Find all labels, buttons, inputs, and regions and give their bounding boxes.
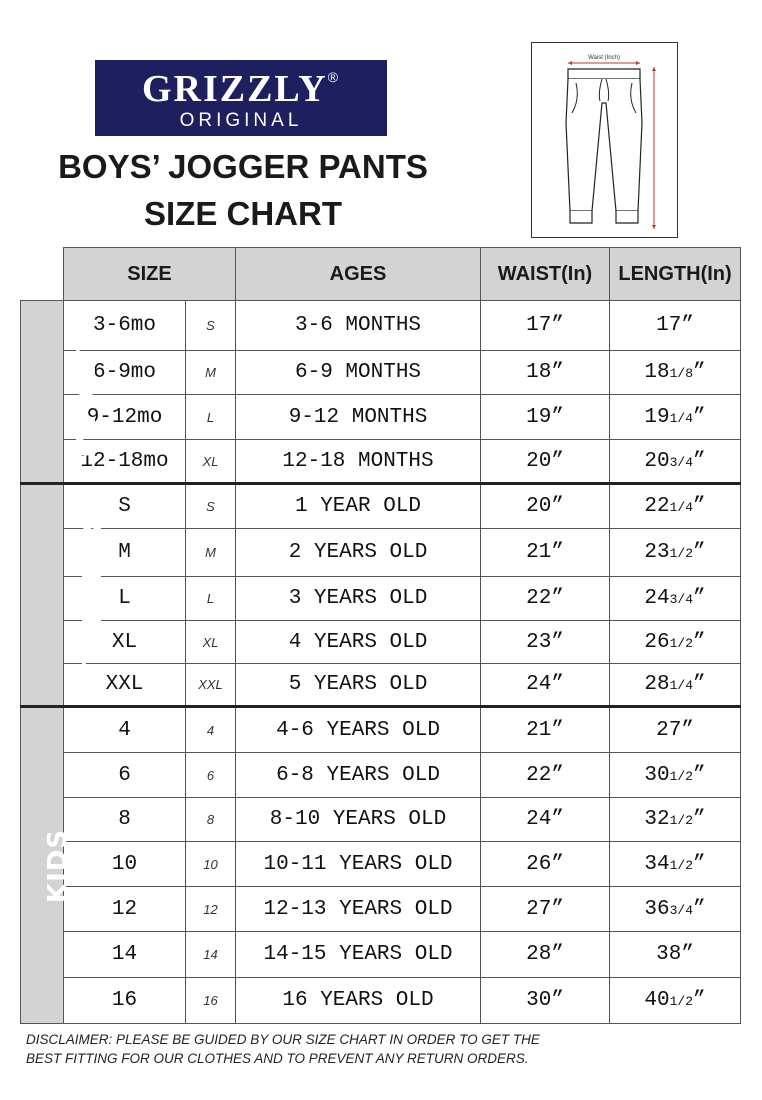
length-fraction: 1/4: [669, 678, 694, 693]
length-cell: [610, 529, 741, 577]
size-abbr-cell: XXL: [186, 664, 236, 707]
size-cell: 8: [64, 798, 186, 842]
size-cell: 10: [64, 842, 186, 887]
table-row: [21, 887, 741, 932]
brand-logo: [95, 60, 387, 136]
page-title: BOYS’ JOGGER PANTS: [58, 148, 428, 185]
length-cell: [610, 707, 741, 753]
waist-cell: 21”: [481, 529, 610, 577]
size-chart-table: [20, 247, 741, 1024]
table-row: [21, 664, 741, 707]
length-inch-mark: ”: [693, 673, 706, 696]
header-ages: AGES: [236, 248, 481, 301]
length-fraction: 1/8: [669, 366, 694, 381]
table-row: [21, 484, 741, 529]
size-abbr-cell: XL: [186, 621, 236, 664]
table-row: [21, 932, 741, 978]
length-inch-mark: ”: [693, 630, 706, 654]
size-abbr-cell: 14: [186, 932, 236, 978]
pants-measurement-diagram: [531, 42, 678, 238]
size-cell: XL: [64, 621, 186, 664]
length-fraction: 1/4: [669, 500, 694, 515]
length-whole: 40: [644, 989, 670, 1012]
length-cell: [610, 978, 741, 1024]
waist-cell: 19”: [481, 395, 610, 440]
size-abbr-cell: 6: [186, 753, 236, 798]
size-abbr-cell: 10: [186, 842, 236, 887]
size-cell: 4: [64, 707, 186, 753]
table-row: [21, 707, 741, 753]
length-fraction: 3/4: [669, 454, 694, 470]
length-whole: 36: [644, 897, 670, 921]
length-cell: [610, 932, 741, 978]
length-cell: [610, 395, 741, 440]
length-cell: [610, 753, 741, 798]
group-label-text: INFANTS: [71, 325, 102, 458]
length-fraction: 1/2: [669, 635, 694, 651]
table-row: [21, 440, 741, 484]
size-cell: S: [64, 484, 186, 529]
age-cell: 4 YEARS OLD: [236, 621, 481, 664]
age-cell: 8-10 YEARS OLD: [236, 798, 481, 842]
waist-cell: 18”: [481, 351, 610, 395]
size-abbr-cell: S: [186, 301, 236, 351]
length-cell: [610, 440, 741, 484]
length-cell: [610, 664, 741, 707]
length-whole: 24: [644, 587, 670, 610]
logo-subtitle: ORIGINAL: [179, 110, 303, 131]
length-fraction: 1/2: [669, 813, 694, 828]
length-fraction: 1/4: [669, 410, 694, 426]
waist-cell: 20”: [481, 440, 610, 484]
age-cell: 5 YEARS OLD: [236, 664, 481, 707]
waist-cell: 30”: [481, 978, 610, 1024]
table-row: [21, 301, 741, 351]
table-row: [21, 395, 741, 440]
length-cell: [610, 484, 741, 529]
header-size: SIZE: [64, 248, 236, 301]
length-inch-mark: ”: [693, 808, 706, 831]
header-length: LENGTH(In): [610, 248, 741, 301]
age-cell: 12-13 YEARS OLD: [236, 887, 481, 932]
length-cell: [610, 621, 741, 664]
length-cell: [610, 842, 741, 887]
waist-cell: 24”: [481, 798, 610, 842]
length-inch-mark: ”: [693, 405, 706, 429]
waist-label: Waist (Inch): [588, 55, 620, 61]
size-cell: 3-6mo: [64, 301, 186, 351]
age-cell: 3 YEARS OLD: [236, 577, 481, 621]
size-cell: XXL: [64, 664, 186, 707]
size-cell: 14: [64, 932, 186, 978]
length-inch-mark: ”: [693, 989, 706, 1012]
age-cell: 3-6 MONTHS: [236, 301, 481, 351]
length-inch-mark: ”: [693, 361, 706, 384]
size-cell: 16: [64, 978, 186, 1024]
age-cell: 10-11 YEARS OLD: [236, 842, 481, 887]
size-abbr-cell: L: [186, 577, 236, 621]
length-inch-mark: ”: [693, 852, 706, 876]
length-whole: 32: [644, 808, 670, 831]
group-label-kids: [21, 707, 74, 1024]
waist-cell: 23”: [481, 621, 610, 664]
size-abbr-cell: 4: [186, 707, 236, 753]
header-waist: WAIST(In): [481, 248, 610, 301]
size-abbr-cell: 8: [186, 798, 236, 842]
length-cell: [610, 577, 741, 621]
length-whole: 27”: [656, 718, 694, 742]
length-fraction: 1/2: [669, 857, 694, 873]
header-corner: [21, 248, 64, 301]
length-whole: 23: [644, 541, 670, 564]
size-abbr-cell: M: [186, 351, 236, 395]
table-row: [21, 842, 741, 887]
logo-brand: GRIZZLY®: [141, 68, 341, 110]
page-subtitle: SIZE CHART: [144, 195, 342, 232]
size-cell: M: [64, 529, 186, 577]
group-label-text: TODDLER: [78, 522, 109, 668]
waist-cell: 26”: [481, 842, 610, 887]
age-cell: 6-8 YEARS OLD: [236, 753, 481, 798]
group-label-text: KIDS: [43, 828, 74, 903]
size-cell: 12: [64, 887, 186, 932]
length-cell: [610, 301, 741, 351]
length-fraction: 3/4: [669, 592, 694, 607]
waist-cell: 17”: [481, 301, 610, 351]
table-row: [21, 978, 741, 1024]
size-abbr-cell: M: [186, 529, 236, 577]
size-abbr-cell: S: [186, 484, 236, 529]
disclaimer-line-2: BEST FITTING FOR OUR CLOTHES AND TO PREVENT ANY RETURN ORDERS.: [26, 1051, 529, 1066]
length-fraction: 1/2: [669, 768, 694, 784]
length-inch-mark: ”: [693, 541, 706, 564]
size-cell: 6: [64, 753, 186, 798]
group-label-toddler: [21, 484, 109, 707]
waist-cell: 22”: [481, 577, 610, 621]
group-label-infants: [21, 301, 102, 484]
table-row: [21, 621, 741, 664]
waist-cell: 28”: [481, 932, 610, 978]
age-cell: 2 YEARS OLD: [236, 529, 481, 577]
length-inch-mark: ”: [693, 495, 706, 518]
length-cell: [610, 351, 741, 395]
table-row: [21, 798, 741, 842]
length-whole: 38”: [656, 943, 694, 966]
age-cell: 1 YEAR OLD: [236, 484, 481, 529]
table-row: [21, 529, 741, 577]
header-row: [21, 248, 741, 301]
length-inch-mark: ”: [693, 449, 706, 473]
size-cell: 6-9mo: [64, 351, 186, 395]
table-row: [21, 351, 741, 395]
disclaimer: [26, 1030, 746, 1068]
age-cell: 16 YEARS OLD: [236, 978, 481, 1024]
age-cell: 12-18 MONTHS: [236, 440, 481, 484]
waist-cell: 22”: [481, 753, 610, 798]
length-inch-mark: ”: [693, 763, 706, 787]
size-cell: L: [64, 577, 186, 621]
length-fraction: 1/2: [669, 546, 694, 561]
age-cell: 4-6 YEARS OLD: [236, 707, 481, 753]
size-abbr-cell: L: [186, 395, 236, 440]
length-whole: 22: [644, 495, 670, 518]
waist-cell: 20”: [481, 484, 610, 529]
jogger-pants-icon: [532, 43, 677, 237]
size-abbr-cell: 12: [186, 887, 236, 932]
length-inch-mark: ”: [693, 587, 706, 610]
disclaimer-line-1: DISCLAIMER: PLEASE BE GUIDED BY OUR SIZE CHART IN ORDER TO GET THE: [26, 1032, 540, 1047]
length-whole: 26: [644, 630, 670, 654]
length-cell: [610, 887, 741, 932]
length-whole: 18: [644, 361, 670, 384]
size-abbr-cell: XL: [186, 440, 236, 484]
length-inch-mark: ”: [693, 897, 706, 921]
waist-cell: 24”: [481, 664, 610, 707]
length-cell: [610, 798, 741, 842]
length-fraction: 3/4: [669, 902, 694, 918]
age-cell: 6-9 MONTHS: [236, 351, 481, 395]
length-whole: 34: [644, 852, 670, 876]
waist-cell: 27”: [481, 887, 610, 932]
length-fraction: 1/2: [669, 994, 694, 1009]
size-cell: 12-18mo: [64, 440, 186, 484]
length-whole: 28: [644, 673, 670, 696]
size-cell: 9-12mo: [64, 395, 186, 440]
length-whole: 20: [644, 449, 670, 473]
length-whole: 19: [644, 405, 670, 429]
length-whole: 17”: [656, 314, 694, 337]
table-row: [21, 577, 741, 621]
table-row: [21, 753, 741, 798]
waist-cell: 21”: [481, 707, 610, 753]
size-abbr-cell: 16: [186, 978, 236, 1024]
age-cell: 9-12 MONTHS: [236, 395, 481, 440]
length-whole: 30: [644, 763, 670, 787]
age-cell: 14-15 YEARS OLD: [236, 932, 481, 978]
